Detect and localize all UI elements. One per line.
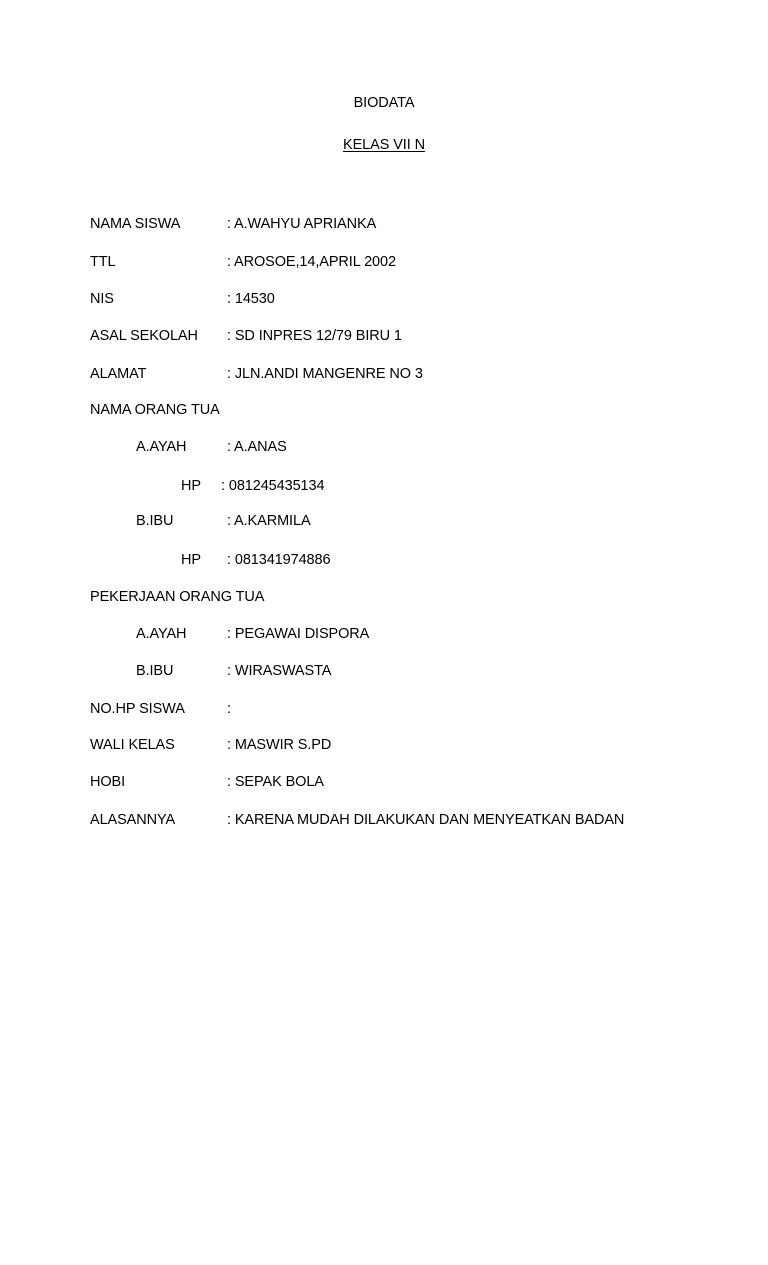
label-no-hp-siswa: NO.HP SISWA [90,701,185,717]
label-pekerjaan-orang-tua: PEKERJAAN ORANG TUA [90,589,265,605]
label-alasannya: ALASANNYA [90,812,176,828]
value-alasannya: : KARENA MUDAH DILAKUKAN DAN MENYEATKAN BADAN [227,812,625,828]
label-ibu-hp: HP [181,552,201,568]
value-pekerjaan-ayah: : PEGAWAI DISPORA [227,626,370,642]
label-asal-sekolah: ASAL SEKOLAH [90,328,198,344]
value-hobi: : SEPAK BOLA [227,774,324,790]
label-nama-orang-tua: NAMA ORANG TUA [90,402,220,418]
value-no-hp-siswa: : [227,701,231,717]
value-ibu-hp: : 081341974886 [227,552,331,568]
value-pekerjaan-ibu: : WIRASWASTA [227,663,332,679]
label-pekerjaan-ibu: B.IBU [136,663,174,679]
label-alamat: ALAMAT [90,366,147,382]
subtitle-text: KELAS VII N [343,137,425,153]
document-subtitle [0,136,768,154]
label-pekerjaan-ayah: A.AYAH [136,626,187,642]
label-nama-siswa: NAMA SISWA [90,216,181,232]
value-alamat: : JLN.ANDI MANGENRE NO 3 [227,366,423,382]
value-ttl: : AROSOE,14,APRIL 2002 [227,254,396,270]
label-nis: NIS [90,291,114,307]
value-wali-kelas: : MASWIR S.PD [227,737,332,753]
label-ayah: A.AYAH [136,439,187,455]
document-title: BIODATA [353,95,415,111]
label-ibu: B.IBU [136,513,174,529]
value-nis: : 14530 [227,291,275,307]
label-wali-kelas: WALI KELAS [90,737,175,753]
value-ibu: : A.KARMILA [227,513,311,529]
value-asal-sekolah: : SD INPRES 12/79 BIRU 1 [227,328,402,344]
value-nama-siswa: : A.WAHYU APRIANKA [227,216,377,232]
label-hobi: HOBI [90,774,126,790]
label-ttl: TTL [90,254,116,270]
label-ayah-hp: HP [181,478,201,494]
value-ayah: : A.ANAS [227,439,287,455]
value-ayah-hp: : 081245435134 [221,478,325,494]
